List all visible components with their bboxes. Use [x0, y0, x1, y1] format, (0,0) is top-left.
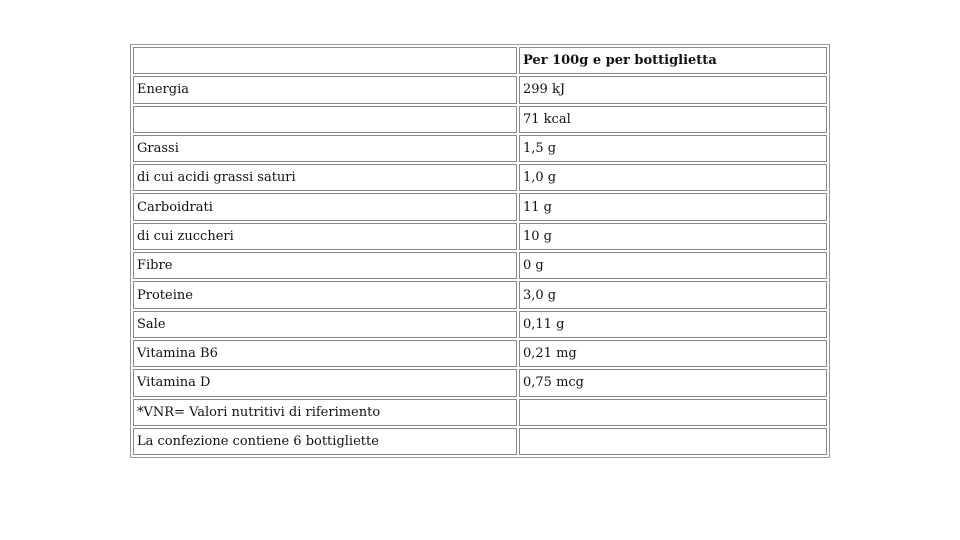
nutrient-label — [133, 106, 517, 133]
nutrient-value: 1,0 g — [519, 164, 827, 191]
nutrition-table — [130, 44, 830, 458]
table-row — [133, 340, 827, 367]
package-note-value — [519, 428, 827, 455]
nutrient-label: Vitamina B6 — [133, 340, 517, 367]
nutrient-label: Grassi — [133, 135, 517, 162]
table-row — [133, 281, 827, 308]
table-row — [133, 223, 827, 250]
nutrient-label: Energia — [133, 76, 517, 103]
table-row — [133, 76, 827, 103]
nutrient-value: 11 g — [519, 193, 827, 220]
table-row — [133, 252, 827, 279]
nutrient-label: Proteine — [133, 281, 517, 308]
nutrient-value: 10 g — [519, 223, 827, 250]
nutrient-value: 3,0 g — [519, 281, 827, 308]
nutrient-value: 299 kJ — [519, 76, 827, 103]
table-header-row — [133, 47, 827, 74]
header-value-cell: Per 100g e per bottiglietta — [519, 47, 827, 74]
footnote-label: *VNR= Valori nutritivi di riferimento — [133, 399, 517, 426]
table-row — [133, 369, 827, 396]
nutrient-label: Carboidrati — [133, 193, 517, 220]
nutrient-label: Vitamina D — [133, 369, 517, 396]
nutrient-value: 71 kcal — [519, 106, 827, 133]
table-row — [133, 428, 827, 455]
nutrient-value: 0,11 g — [519, 311, 827, 338]
nutrient-value: 1,5 g — [519, 135, 827, 162]
table-row — [133, 135, 827, 162]
nutrient-label: di cui acidi grassi saturi — [133, 164, 517, 191]
nutrient-label: di cui zuccheri — [133, 223, 517, 250]
table-row — [133, 311, 827, 338]
table-row — [133, 399, 827, 426]
package-note-label: La confezione contiene 6 bottigliette — [133, 428, 517, 455]
nutrient-value: 0 g — [519, 252, 827, 279]
nutrient-label: Sale — [133, 311, 517, 338]
table-row — [133, 106, 827, 133]
table-row — [133, 164, 827, 191]
header-label-cell — [133, 47, 517, 74]
nutrient-label: Fibre — [133, 252, 517, 279]
nutrient-value: 0,21 mg — [519, 340, 827, 367]
nutrient-value: 0,75 mcg — [519, 369, 827, 396]
table-row — [133, 193, 827, 220]
footnote-value — [519, 399, 827, 426]
